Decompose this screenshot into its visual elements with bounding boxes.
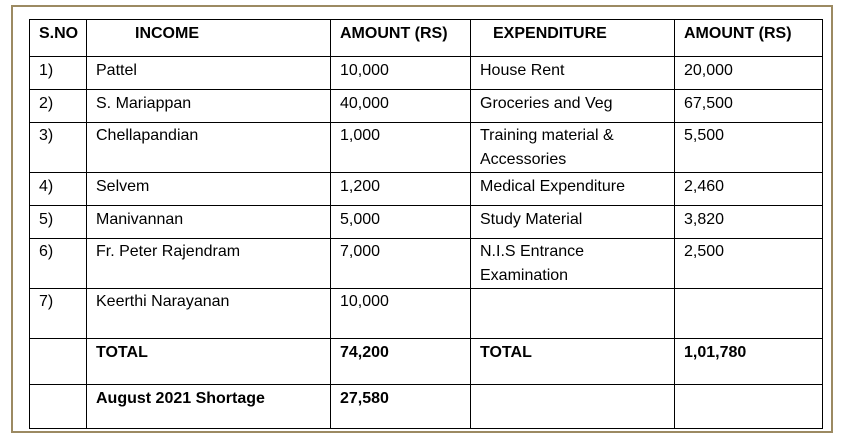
cell-expenditure-amount: 3,820 bbox=[675, 206, 823, 239]
header-income-amount: AMOUNT (RS) bbox=[331, 20, 471, 57]
cell-expenditure-amount bbox=[675, 289, 823, 339]
cell-income: S. Mariappan bbox=[87, 90, 331, 123]
cell-expenditure-amount: 2,500 bbox=[675, 239, 823, 289]
cell-sno: 5) bbox=[30, 206, 87, 239]
cell-income-amount: 5,000 bbox=[331, 206, 471, 239]
cell-income: Keerthi Narayanan bbox=[87, 289, 331, 339]
cell-sno: 3) bbox=[30, 123, 87, 173]
cell-expenditure: N.I.S Entrance Examination bbox=[471, 239, 675, 289]
cell-income-amount: 10,000 bbox=[331, 289, 471, 339]
table-row bbox=[30, 289, 823, 339]
total-income-amount: 74,200 bbox=[331, 339, 471, 385]
cell-sno: 6) bbox=[30, 239, 87, 289]
cell-sno-empty bbox=[30, 339, 87, 385]
cell-sno: 4) bbox=[30, 173, 87, 206]
table-row bbox=[30, 90, 823, 123]
cell-income: Manivannan bbox=[87, 206, 331, 239]
cell-income-amount: 1,200 bbox=[331, 173, 471, 206]
income-expenditure-table bbox=[29, 19, 823, 429]
cell-expenditure bbox=[471, 289, 675, 339]
cell-expenditure-amount-empty bbox=[675, 385, 823, 429]
cell-expenditure: Groceries and Veg bbox=[471, 90, 675, 123]
cell-expenditure-amount: 5,500 bbox=[675, 123, 823, 173]
cell-income-amount: 10,000 bbox=[331, 57, 471, 90]
total-income-label: TOTAL bbox=[87, 339, 331, 385]
cell-expenditure: Medical Expenditure bbox=[471, 173, 675, 206]
cell-income: Selvem bbox=[87, 173, 331, 206]
table-row bbox=[30, 239, 823, 289]
cell-sno-empty bbox=[30, 385, 87, 429]
header-expenditure-amount: AMOUNT (RS) bbox=[675, 20, 823, 57]
cell-income-amount: 1,000 bbox=[331, 123, 471, 173]
cell-expenditure-amount: 2,460 bbox=[675, 173, 823, 206]
header-expenditure: EXPENDITURE bbox=[471, 20, 675, 57]
cell-sno: 1) bbox=[30, 57, 87, 90]
table-row bbox=[30, 206, 823, 239]
header-row bbox=[30, 20, 823, 57]
cell-expenditure-amount: 20,000 bbox=[675, 57, 823, 90]
cell-expenditure-empty bbox=[471, 385, 675, 429]
cell-expenditure: House Rent bbox=[471, 57, 675, 90]
cell-income: Pattel bbox=[87, 57, 331, 90]
total-row bbox=[30, 339, 823, 385]
cell-income-amount: 7,000 bbox=[331, 239, 471, 289]
shortage-label: August 2021 Shortage bbox=[87, 385, 331, 429]
header-income: INCOME bbox=[87, 20, 331, 57]
cell-sno: 2) bbox=[30, 90, 87, 123]
shortage-row bbox=[30, 385, 823, 429]
cell-income: Fr. Peter Rajendram bbox=[87, 239, 331, 289]
table-row bbox=[30, 123, 823, 173]
cell-expenditure: Study Material bbox=[471, 206, 675, 239]
total-expenditure-label: TOTAL bbox=[471, 339, 675, 385]
table-row bbox=[30, 57, 823, 90]
header-sno: S.NO bbox=[30, 20, 87, 57]
cell-sno: 7) bbox=[30, 289, 87, 339]
cell-expenditure: Training material & Accessories bbox=[471, 123, 675, 173]
shortage-amount: 27,580 bbox=[331, 385, 471, 429]
total-expenditure-amount: 1,01,780 bbox=[675, 339, 823, 385]
cell-income: Chellapandian bbox=[87, 123, 331, 173]
cell-income-amount: 40,000 bbox=[331, 90, 471, 123]
cell-expenditure-amount: 67,500 bbox=[675, 90, 823, 123]
table-row bbox=[30, 173, 823, 206]
